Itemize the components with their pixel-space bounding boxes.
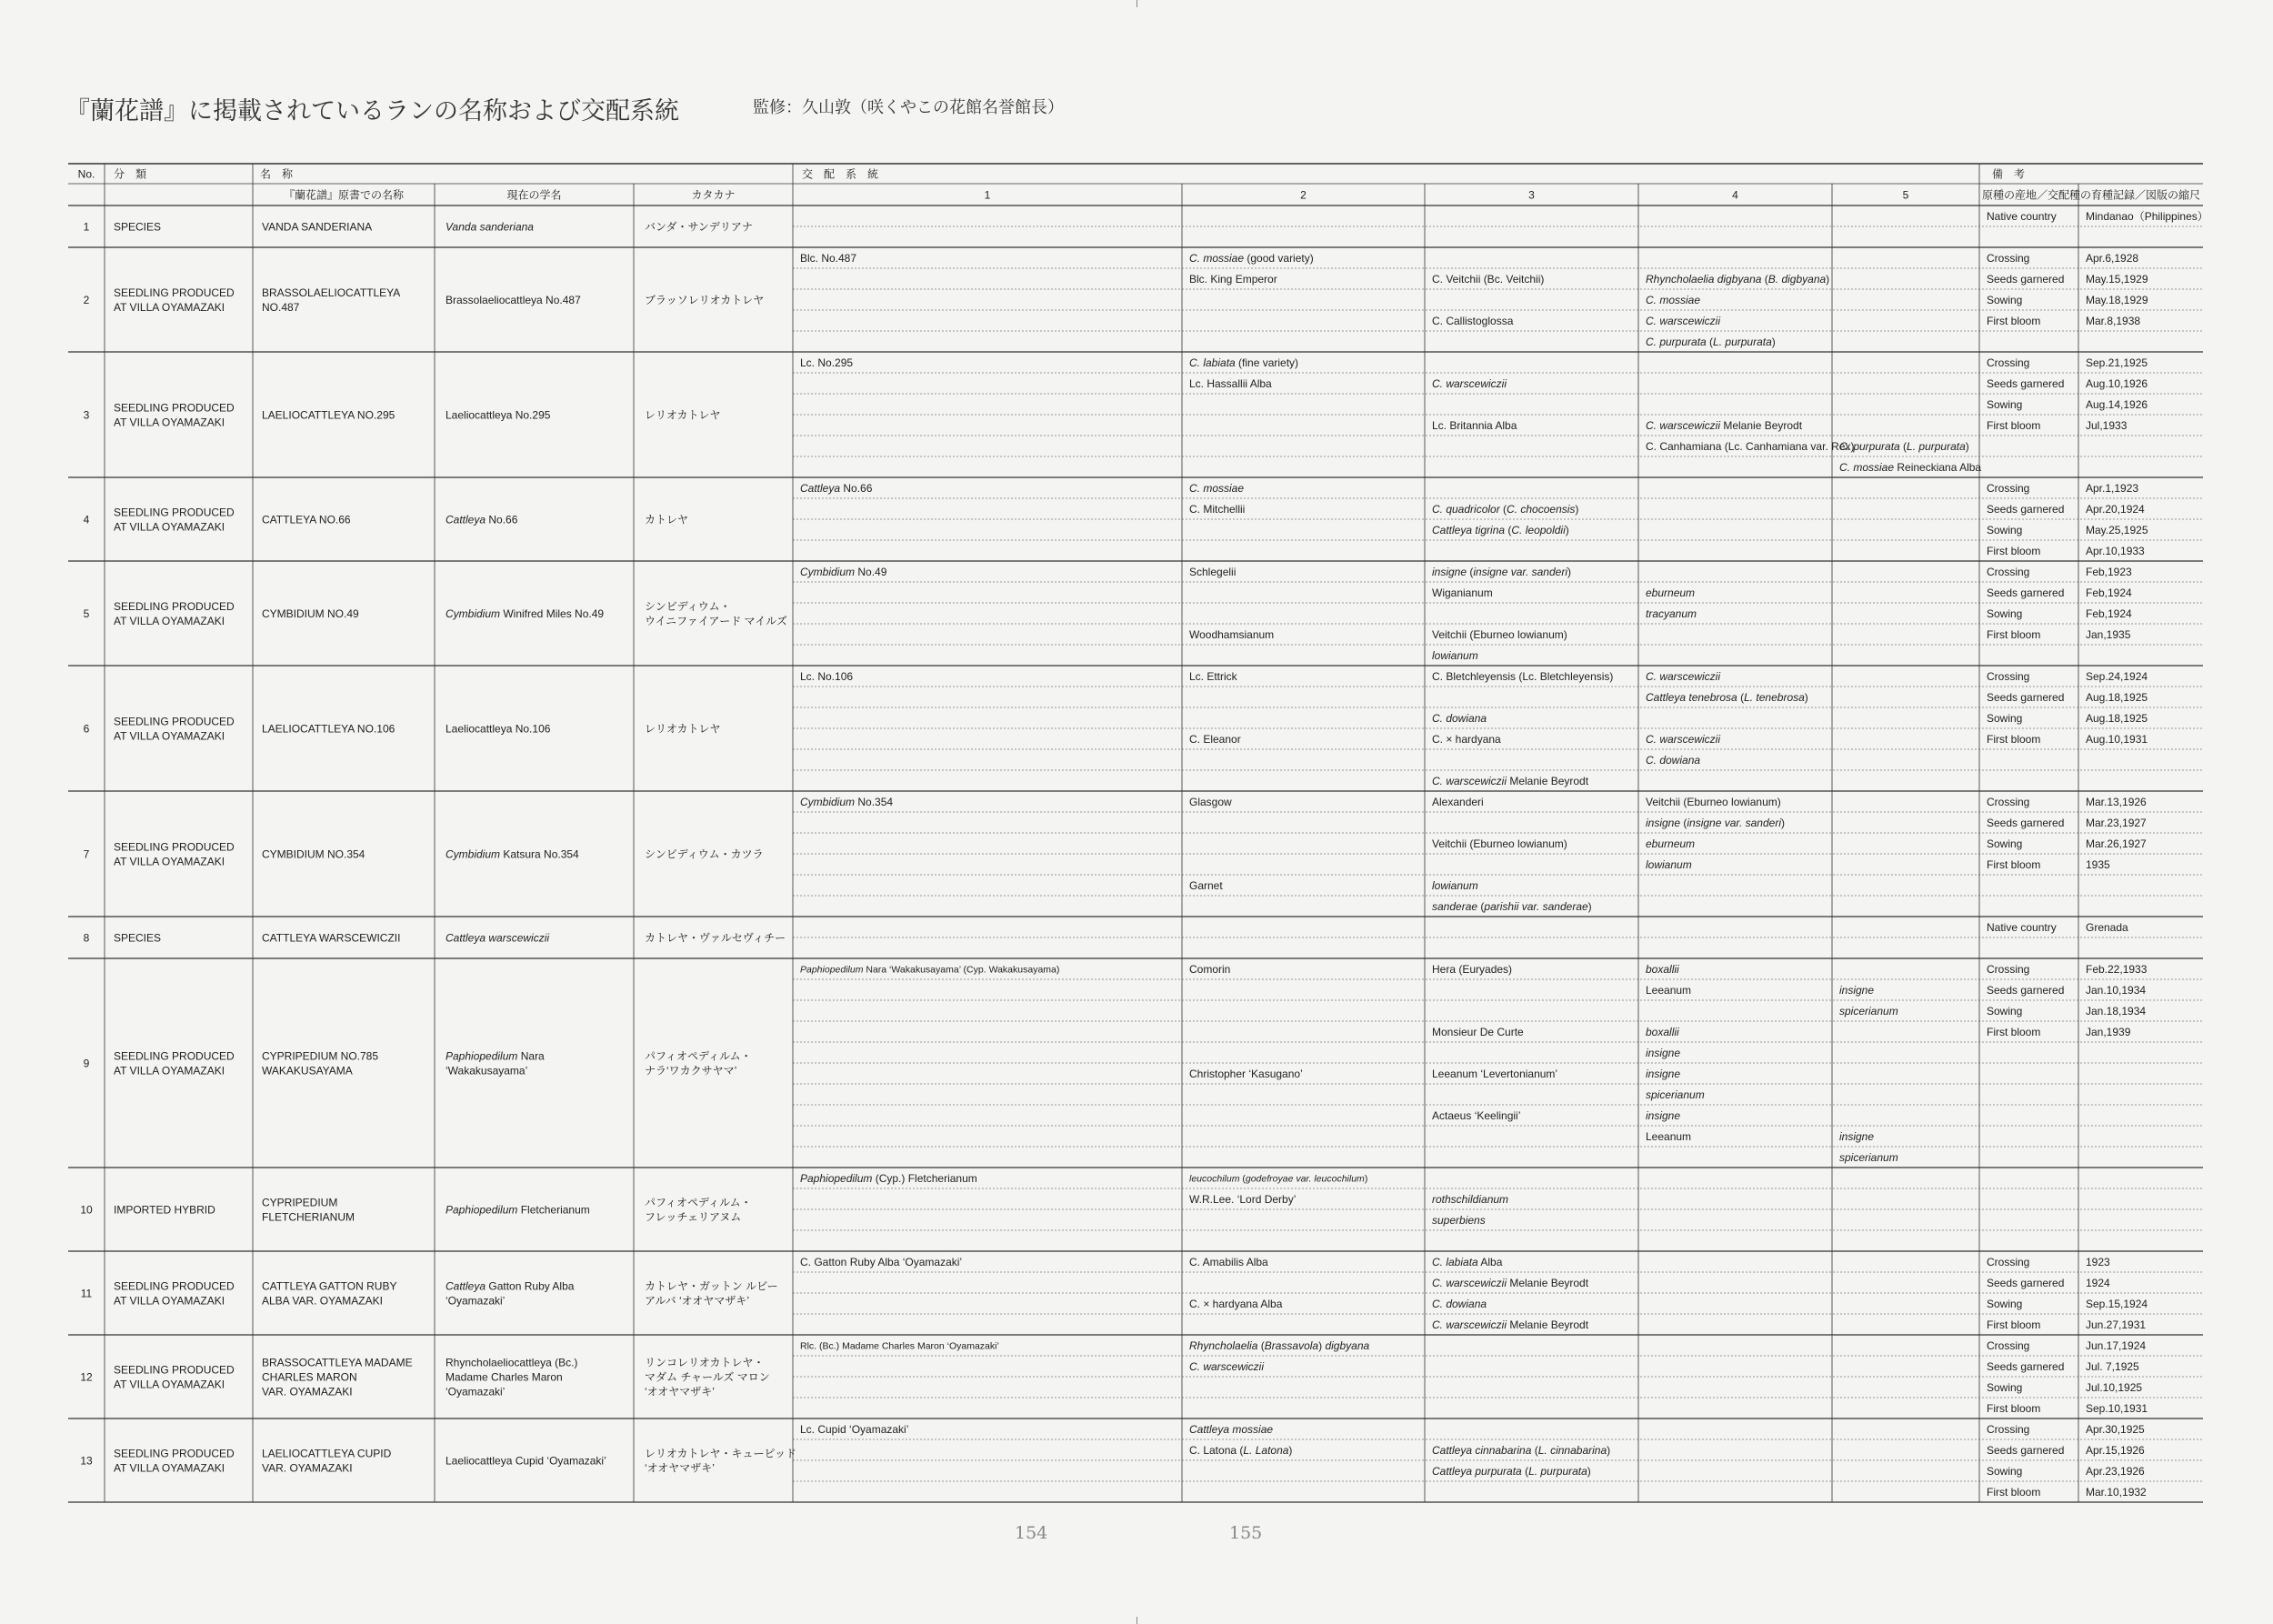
remark-label: First bloom [1987, 1318, 2041, 1331]
lineage-3: C. Callistoglossa [1432, 314, 1514, 327]
row-original-name: CATTLEYA WARSCEWICZII [262, 931, 401, 945]
lineage-2: C. labiata (fine variety) [1189, 356, 1299, 369]
row-katakana: ブラッソレリオカトレヤ [645, 293, 765, 306]
row-scientific-name: Cymbidium Katsura No.354 [446, 847, 579, 861]
row-classification: AT VILLA OYAMAZAKI [114, 729, 225, 743]
lineage-5: insigne [1839, 1129, 1875, 1143]
remark-value: Feb,1924 [2086, 586, 2132, 599]
row-scientific-name: Vanda sanderiana [446, 220, 534, 234]
lineage-1: Lc. No.295 [800, 356, 854, 369]
lineage-5: C. mossiae Reineckiana Alba [1839, 460, 1982, 474]
subheader-col-1: 1 [984, 188, 991, 202]
row-classification: SEEDLING PRODUCED [114, 1447, 235, 1460]
row-classification: AT VILLA OYAMAZAKI [114, 614, 225, 627]
row-scientific-name: ‘Wakakusayama’ [446, 1064, 528, 1078]
lineage-2: C. × hardyana Alba [1189, 1297, 1283, 1310]
lineage-3: C. quadricolor (C. chocoensis) [1432, 502, 1579, 516]
remark-label: First bloom [1987, 418, 2041, 432]
remark-label: First bloom [1987, 314, 2041, 327]
lineage-5: C. purpurata (L. purpurata) [1839, 439, 1969, 453]
remark-value: Feb.22,1933 [2086, 962, 2148, 976]
remark-value: Aug.18,1925 [2086, 711, 2148, 725]
remark-value: Mar.26,1927 [2086, 837, 2147, 850]
row-original-name: VAR. OYAMAZAKI [262, 1385, 353, 1398]
lineage-3: insigne (insigne var. sanderi) [1432, 565, 1571, 578]
lineage-4: spicerianum [1646, 1088, 1705, 1101]
remark-label: Seeds garnered [1987, 586, 2065, 599]
lineage-3: Alexanderi [1432, 795, 1484, 808]
lineage-2: Rhyncholaelia (Brassavola) digbyana [1189, 1338, 1370, 1352]
lineage-3: C. warscewiczii Melanie Beyrodt [1432, 1276, 1589, 1289]
remark-value: Sep.21,1925 [2086, 356, 2148, 369]
row-katakana: アルバ ‘オオヤマザキ’ [645, 1294, 749, 1308]
remark-label: First bloom [1987, 544, 2041, 557]
lineage-1: Rlc. (Bc.) Madame Charles Maron ‘Oyamazaki’ [800, 1340, 999, 1352]
remark-label: Seeds garnered [1987, 690, 2065, 704]
remark-value: Jan,1939 [2086, 1025, 2131, 1038]
remark-label: Seeds garnered [1987, 983, 2065, 997]
remark-label: Crossing [1987, 1422, 2030, 1436]
remark-value: 1923 [2086, 1255, 2110, 1268]
subheader-original-name: 『蘭花譜』原書での名称 [283, 188, 405, 202]
subheader-col-4: 4 [1732, 188, 1738, 202]
lineage-3: C. warscewiczii [1432, 376, 1507, 390]
lineage-1: Cymbidium No.354 [800, 795, 894, 808]
remark-value: 1924 [2086, 1276, 2110, 1289]
fold-mark-bottom [1136, 1617, 1137, 1624]
lineage-4: Leeanum [1646, 1129, 1692, 1143]
lineage-1: Lc. Cupid ‘Oyamazaki’ [800, 1422, 909, 1436]
remark-value: Apr.20,1924 [2086, 502, 2145, 516]
remark-value: May.25,1925 [2086, 523, 2148, 536]
remark-value: Mar.23,1927 [2086, 816, 2147, 829]
remark-label: Sowing [1987, 711, 2023, 725]
remark-value: Grenada [2086, 920, 2128, 934]
remark-label: Crossing [1987, 962, 2030, 976]
row-classification: AT VILLA OYAMAZAKI [114, 520, 225, 534]
remark-value: Jun.27,1931 [2086, 1318, 2147, 1331]
lineage-2: W.R.Lee. ‘Lord Derby’ [1189, 1192, 1297, 1206]
lineage-4: Veitchii (Eburneo lowianum) [1646, 795, 1781, 808]
row-number: 6 [83, 722, 90, 736]
lineage-3: lowianum [1432, 878, 1478, 892]
row-classification: SEEDLING PRODUCED [114, 286, 235, 299]
lineage-3: Veitchii (Eburneo lowianum) [1432, 837, 1567, 850]
row-scientific-name: Laeliocattleya No.295 [446, 408, 551, 422]
row-original-name: LAELIOCATTLEYA NO.106 [262, 722, 396, 736]
row-katakana: レリオカトレヤ・キューピッド [645, 1447, 797, 1460]
row-classification: SEEDLING PRODUCED [114, 401, 235, 415]
lineage-3: Cattleya purpurata (L. purpurata) [1432, 1464, 1591, 1478]
lineage-3: C. labiata Alba [1432, 1255, 1503, 1268]
lineage-2: Schlegelii [1189, 565, 1237, 578]
remark-value: Jun.17,1924 [2086, 1338, 2147, 1352]
row-classification: SEEDLING PRODUCED [114, 506, 235, 519]
row-katakana: シンビディウム・ [645, 599, 731, 613]
remark-value: Aug.10,1931 [2086, 732, 2148, 746]
row-katakana: パフィオペディルム・ [645, 1196, 752, 1209]
lineage-1: Paphiopedilum Nara ‘Wakakusayama’ (Cyp. Wakakusayama) [800, 964, 1060, 976]
row-original-name: CATTLEYA NO.66 [262, 513, 351, 526]
lineage-2: Cattleya mossiae [1189, 1422, 1274, 1436]
lineage-2: C. Mitchellii [1189, 502, 1246, 516]
lineage-4: C. purpurata (L. purpurata) [1646, 335, 1776, 348]
row-number: 3 [83, 408, 90, 422]
lineage-5: spicerianum [1839, 1004, 1898, 1018]
subheader-remarks: 原種の産地／交配種の育種記録／図版の縮尺 [1982, 188, 2201, 202]
row-number: 11 [80, 1287, 93, 1300]
remark-value: Apr.6,1928 [2086, 251, 2139, 265]
row-original-name: LAELIOCATTLEYA NO.295 [262, 408, 396, 422]
supervisor-credit: 監修：久山敦（咲くやこの花館名誉館長） [753, 98, 1064, 117]
remark-label: Sowing [1987, 1380, 2023, 1394]
row-scientific-name: Laeliocattleya No.106 [446, 722, 551, 736]
remark-value: May.18,1929 [2086, 293, 2148, 306]
lineage-4: tracyanum [1646, 606, 1697, 620]
lineage-4: Rhyncholaelia digbyana (B. digbyana) [1646, 272, 1830, 286]
lineage-3: Hera (Euryades) [1432, 962, 1513, 976]
row-number: 2 [83, 293, 90, 306]
row-number: 7 [83, 847, 90, 861]
row-original-name: CHARLES MARON [262, 1370, 357, 1384]
lineage-4: C. warscewiczii [1646, 314, 1721, 327]
lineage-3: Cattleya tigrina (C. leopoldii) [1432, 523, 1569, 536]
remark-label: Crossing [1987, 481, 2030, 495]
remark-label: Seeds garnered [1987, 376, 2065, 390]
remark-label: Seeds garnered [1987, 816, 2065, 829]
header-class: 分 類 [114, 167, 147, 181]
row-original-name: CYPRIPEDIUM NO.785 [262, 1049, 379, 1063]
row-classification: AT VILLA OYAMAZAKI [114, 1378, 225, 1391]
lineage-4: boxallii [1646, 1025, 1679, 1038]
lineage-2: Blc. King Emperor [1189, 272, 1277, 286]
row-katakana: カトレヤ [645, 513, 689, 526]
lineage-3: lowianum [1432, 648, 1478, 662]
lineage-4: boxallii [1646, 962, 1679, 976]
lineage-2: Christopher ‘Kasugano’ [1189, 1067, 1303, 1080]
lineage-3: Leeanum ‘Levertonianum’ [1432, 1067, 1558, 1080]
remark-label: First bloom [1987, 1401, 2041, 1415]
remark-value: Jul. 7,1925 [2086, 1359, 2139, 1373]
subheader-katakana: カタカナ [691, 188, 736, 202]
remark-value: Apr.30,1925 [2086, 1422, 2145, 1436]
row-original-name: WAKAKUSAYAMA [262, 1064, 353, 1078]
row-katakana: バンダ・サンデリアナ [645, 220, 753, 234]
header-lineage: 交 配 系 統 [802, 167, 879, 181]
lineage-3: C. × hardyana [1432, 732, 1501, 746]
row-number: 5 [83, 606, 90, 620]
row-original-name: FLETCHERIANUM [262, 1210, 355, 1224]
remark-label: First bloom [1987, 627, 2041, 641]
lineage-3: C. Bletchleyensis (Lc. Bletchleyensis) [1432, 669, 1614, 683]
lineage-1: Cattleya No.66 [800, 481, 873, 495]
lineage-3: Actaeus ‘Keelingii’ [1432, 1108, 1521, 1122]
row-original-name: LAELIOCATTLEYA CUPID [262, 1447, 392, 1460]
lineage-4: C. Canhamiana (Lc. Canhamiana var. Rex) [1646, 439, 1855, 453]
lineage-2: Lc. Hassallii Alba [1189, 376, 1272, 390]
row-number: 8 [83, 931, 90, 945]
remark-label: Seeds garnered [1987, 1359, 2065, 1373]
remark-value: Aug.10,1926 [2086, 376, 2148, 390]
lineage-4: C. warscewiczii [1646, 669, 1721, 683]
row-classification: SEEDLING PRODUCED [114, 1363, 235, 1377]
lineage-3: Cattleya cinnabarina (L. cinnabarina) [1432, 1443, 1611, 1457]
remark-label: Seeds garnered [1987, 272, 2065, 286]
lineage-1: Blc. No.487 [800, 251, 857, 265]
lineage-2: C. Eleanor [1189, 732, 1241, 746]
subheader-col-2: 2 [1300, 188, 1307, 202]
lineage-3: sanderae (parishii var. sanderae) [1432, 899, 1592, 913]
remark-value: Apr.15,1926 [2086, 1443, 2145, 1457]
remark-value: Jan.18,1934 [2086, 1004, 2147, 1018]
row-classification: SEEDLING PRODUCED [114, 715, 235, 728]
remark-label: First bloom [1987, 1025, 2041, 1038]
remark-value: Jul.10,1925 [2086, 1380, 2143, 1394]
lineage-1: Cymbidium No.49 [800, 565, 887, 578]
remark-label: Crossing [1987, 795, 2030, 808]
row-katakana: フレッチェリアヌム [645, 1210, 742, 1224]
row-classification: SEEDLING PRODUCED [114, 599, 235, 613]
remark-value: Aug.18,1925 [2086, 690, 2148, 704]
row-katakana: レリオカトレヤ [645, 408, 721, 422]
row-original-name: VAR. OYAMAZAKI [262, 1461, 353, 1475]
remark-label: First bloom [1987, 732, 2041, 746]
lineage-1: Lc. No.106 [800, 669, 854, 683]
remark-label: Sowing [1987, 397, 2023, 411]
lineage-4: C. dowiana [1646, 753, 1701, 767]
remark-label: Sowing [1987, 1464, 2023, 1478]
remark-value: Sep.15,1924 [2086, 1297, 2148, 1310]
row-scientific-name: Brassolaeliocattleya No.487 [446, 293, 581, 306]
lineage-2: Comorin [1189, 962, 1231, 976]
row-original-name: CYMBIDIUM NO.354 [262, 847, 365, 861]
row-scientific-name: Laeliocattleya Cupid ‘Oyamazaki’ [446, 1454, 606, 1468]
lineage-4: C. warscewiczii [1646, 732, 1721, 746]
lineage-2: C. mossiae (good variety) [1189, 251, 1314, 265]
lineage-2: C. mossiae [1189, 481, 1245, 495]
remark-label: Sowing [1987, 1297, 2023, 1310]
remark-label: Crossing [1987, 1338, 2030, 1352]
remark-value: Mar.10,1932 [2086, 1485, 2147, 1499]
lineage-4: C. mossiae [1646, 293, 1701, 306]
row-scientific-name: Paphiopedilum Fletcherianum [446, 1203, 590, 1217]
row-classification: SEEDLING PRODUCED [114, 1279, 235, 1293]
remark-value: 1935 [2086, 857, 2110, 871]
row-classification: AT VILLA OYAMAZAKI [114, 300, 225, 314]
row-classification: AT VILLA OYAMAZAKI [114, 1064, 225, 1078]
remark-label: Sowing [1987, 523, 2023, 536]
page-number-left: 154 [1015, 1523, 1048, 1543]
lineage-2: C. Latona (L. Latona) [1189, 1443, 1293, 1457]
remark-label: Sowing [1987, 1004, 2023, 1018]
row-original-name: VANDA SANDERIANA [262, 220, 373, 234]
lineage-4: lowianum [1646, 857, 1692, 871]
row-classification: AT VILLA OYAMAZAKI [114, 1294, 225, 1308]
lineage-2: C. warscewiczii [1189, 1359, 1265, 1373]
header-no: No. [77, 167, 95, 181]
subheader-col-3: 3 [1528, 188, 1535, 202]
lineage-4: C. warscewiczii Melanie Beyrodt [1646, 418, 1803, 432]
row-katakana: シンビディウム・カツラ [645, 847, 764, 861]
row-classification: AT VILLA OYAMAZAKI [114, 416, 225, 429]
row-katakana: ウイニファイアード マイルズ [645, 614, 787, 627]
remark-label: Crossing [1987, 565, 2030, 578]
row-original-name: CYMBIDIUM NO.49 [262, 606, 359, 620]
remark-label: Seeds garnered [1987, 502, 2065, 516]
row-scientific-name: Paphiopedilum Nara [446, 1049, 545, 1063]
lineage-4: insigne [1646, 1108, 1681, 1122]
row-number: 1 [83, 220, 90, 234]
row-scientific-name: Madame Charles Maron [446, 1370, 563, 1384]
remark-label: Seeds garnered [1987, 1443, 2065, 1457]
row-number: 10 [80, 1203, 93, 1217]
lineage-3: rothschildianum [1432, 1192, 1509, 1206]
row-classification: AT VILLA OYAMAZAKI [114, 855, 225, 868]
lineage-3: Lc. Britannia Alba [1432, 418, 1517, 432]
remark-value: Apr.10,1933 [2086, 544, 2145, 557]
lineage-3: Monsieur De Curte [1432, 1025, 1524, 1038]
lineage-5: spicerianum [1839, 1150, 1898, 1164]
remark-label: Sowing [1987, 837, 2023, 850]
fold-mark-top [1136, 0, 1137, 7]
lineage-3: C. warscewiczii Melanie Beyrodt [1432, 774, 1589, 787]
row-katakana: リンコレリオカトレヤ・ [645, 1356, 765, 1369]
remark-value: Apr.23,1926 [2086, 1464, 2145, 1478]
lineage-5: insigne [1839, 983, 1875, 997]
row-scientific-name: ‘Oyamazaki’ [446, 1294, 506, 1308]
remark-value: Feb,1923 [2086, 565, 2132, 578]
row-classification: AT VILLA OYAMAZAKI [114, 1461, 225, 1475]
remark-label: Sowing [1987, 293, 2023, 306]
page-title: 『蘭花譜』に掲載されているランの名称および交配系統 [65, 97, 679, 125]
row-original-name: CATTLEYA GATTON RUBY [262, 1279, 397, 1293]
lineage-2: C. Amabilis Alba [1189, 1255, 1268, 1268]
lineage-4: insigne [1646, 1046, 1681, 1059]
row-number: 13 [80, 1454, 93, 1468]
row-original-name: BRASSOLAELIOCATTLEYA [262, 286, 401, 299]
remark-value: Mar.13,1926 [2086, 795, 2147, 808]
lineage-2: Glasgow [1189, 795, 1232, 808]
row-classification: SPECIES [114, 931, 162, 945]
row-classification: SEEDLING PRODUCED [114, 1049, 235, 1063]
row-katakana: カトレヤ・ヴァルセヴィチー [645, 931, 786, 945]
header-name: 名 称 [260, 167, 294, 181]
remark-label: Native country [1987, 209, 2057, 223]
lineage-2: Garnet [1189, 878, 1223, 892]
remark-value: Sep.10,1931 [2086, 1401, 2148, 1415]
remark-label: Seeds garnered [1987, 1276, 2065, 1289]
row-scientific-name: Cattleya warscewiczii [446, 931, 550, 945]
row-katakana: レリオカトレヤ [645, 722, 721, 736]
lineage-4: insigne [1646, 1067, 1681, 1080]
remark-label: First bloom [1987, 1485, 2041, 1499]
lineage-3: C. dowiana [1432, 1297, 1487, 1310]
lineage-4: Cattleya tenebrosa (L. tenebrosa) [1646, 690, 1808, 704]
row-katakana: マダム チャールズ マロン [645, 1370, 770, 1384]
lineage-2: leucochilum (godefroyae var. leucochilum) [1189, 1173, 1368, 1185]
remark-label: Crossing [1987, 669, 2030, 683]
remark-value: Jan.10,1934 [2086, 983, 2147, 997]
row-original-name: BRASSOCATTLEYA MADAME [262, 1356, 413, 1369]
row-katakana: パフィオペディルム・ [645, 1049, 752, 1063]
row-katakana: ‘オオヤマザキ’ [645, 1385, 715, 1398]
row-katakana: ナラ‘ワカクサヤマ’ [645, 1064, 737, 1078]
row-scientific-name: Cymbidium Winifred Miles No.49 [446, 606, 605, 620]
remark-label: Crossing [1987, 251, 2030, 265]
subheader-scientific-name: 現在の学名 [506, 188, 562, 202]
remark-label: Native country [1987, 920, 2057, 934]
remark-value: Feb,1924 [2086, 606, 2132, 620]
lineage-4: eburneum [1646, 586, 1696, 599]
lineage-3: superbiens [1432, 1213, 1486, 1227]
lineage-3: C. Veitchii (Bc. Veitchii) [1432, 272, 1545, 286]
remark-value: Apr.1,1923 [2086, 481, 2139, 495]
row-number: 9 [83, 1057, 90, 1070]
remark-value: Mindanao（Philippines） [2086, 209, 2208, 223]
remark-label: Crossing [1987, 1255, 2030, 1268]
remark-value: Jan,1935 [2086, 627, 2131, 641]
header-remarks: 備 考 [1992, 167, 2026, 181]
remark-value: Aug.14,1926 [2086, 397, 2148, 411]
page-number-right: 155 [1229, 1523, 1263, 1543]
lineage-1: Paphiopedilum (Cyp.) Fletcherianum [800, 1171, 977, 1185]
lineage-2: Lc. Ettrick [1189, 669, 1237, 683]
remark-value: Jul,1933 [2086, 418, 2128, 432]
row-scientific-name: ‘Oyamazaki’ [446, 1385, 506, 1398]
row-classification: IMPORTED HYBRID [114, 1203, 215, 1217]
row-katakana: ‘オオヤマザキ’ [645, 1461, 715, 1475]
row-katakana: カトレヤ・ガットン ルビー [645, 1279, 778, 1293]
lineage-3: Veitchii (Eburneo lowianum) [1432, 627, 1567, 641]
row-scientific-name: Rhyncholaeliocattleya (Bc.) [446, 1356, 578, 1369]
lineage-3: C. warscewiczii Melanie Beyrodt [1432, 1318, 1589, 1331]
remark-value: May.15,1929 [2086, 272, 2148, 286]
lineage-3: C. dowiana [1432, 711, 1487, 725]
row-original-name: CYPRIPEDIUM [262, 1196, 338, 1209]
lineage-4: Leeanum [1646, 983, 1692, 997]
remark-value: Sep.24,1924 [2086, 669, 2148, 683]
lineage-4: eburneum [1646, 837, 1696, 850]
lineage-1: C. Gatton Ruby Alba ‘Oyamazaki’ [800, 1255, 963, 1268]
subheader-col-5: 5 [1902, 188, 1909, 202]
lineage-4: insigne (insigne var. sanderi) [1646, 816, 1785, 829]
row-scientific-name: Cattleya Gatton Ruby Alba [446, 1279, 575, 1293]
lineage-2: Woodhamsianum [1189, 627, 1275, 641]
row-number: 4 [83, 513, 90, 526]
row-classification: SPECIES [114, 220, 162, 234]
remark-value: Mar.8,1938 [2086, 314, 2141, 327]
remark-label: Crossing [1987, 356, 2030, 369]
row-classification: SEEDLING PRODUCED [114, 840, 235, 854]
remark-label: First bloom [1987, 857, 2041, 871]
row-number: 12 [80, 1370, 93, 1384]
remark-label: Sowing [1987, 606, 2023, 620]
row-original-name: NO.487 [262, 300, 300, 314]
row-scientific-name: Cattleya No.66 [446, 513, 518, 526]
lineage-3: Wiganianum [1432, 586, 1493, 599]
row-original-name: ALBA VAR. OYAMAZAKI [262, 1294, 383, 1308]
